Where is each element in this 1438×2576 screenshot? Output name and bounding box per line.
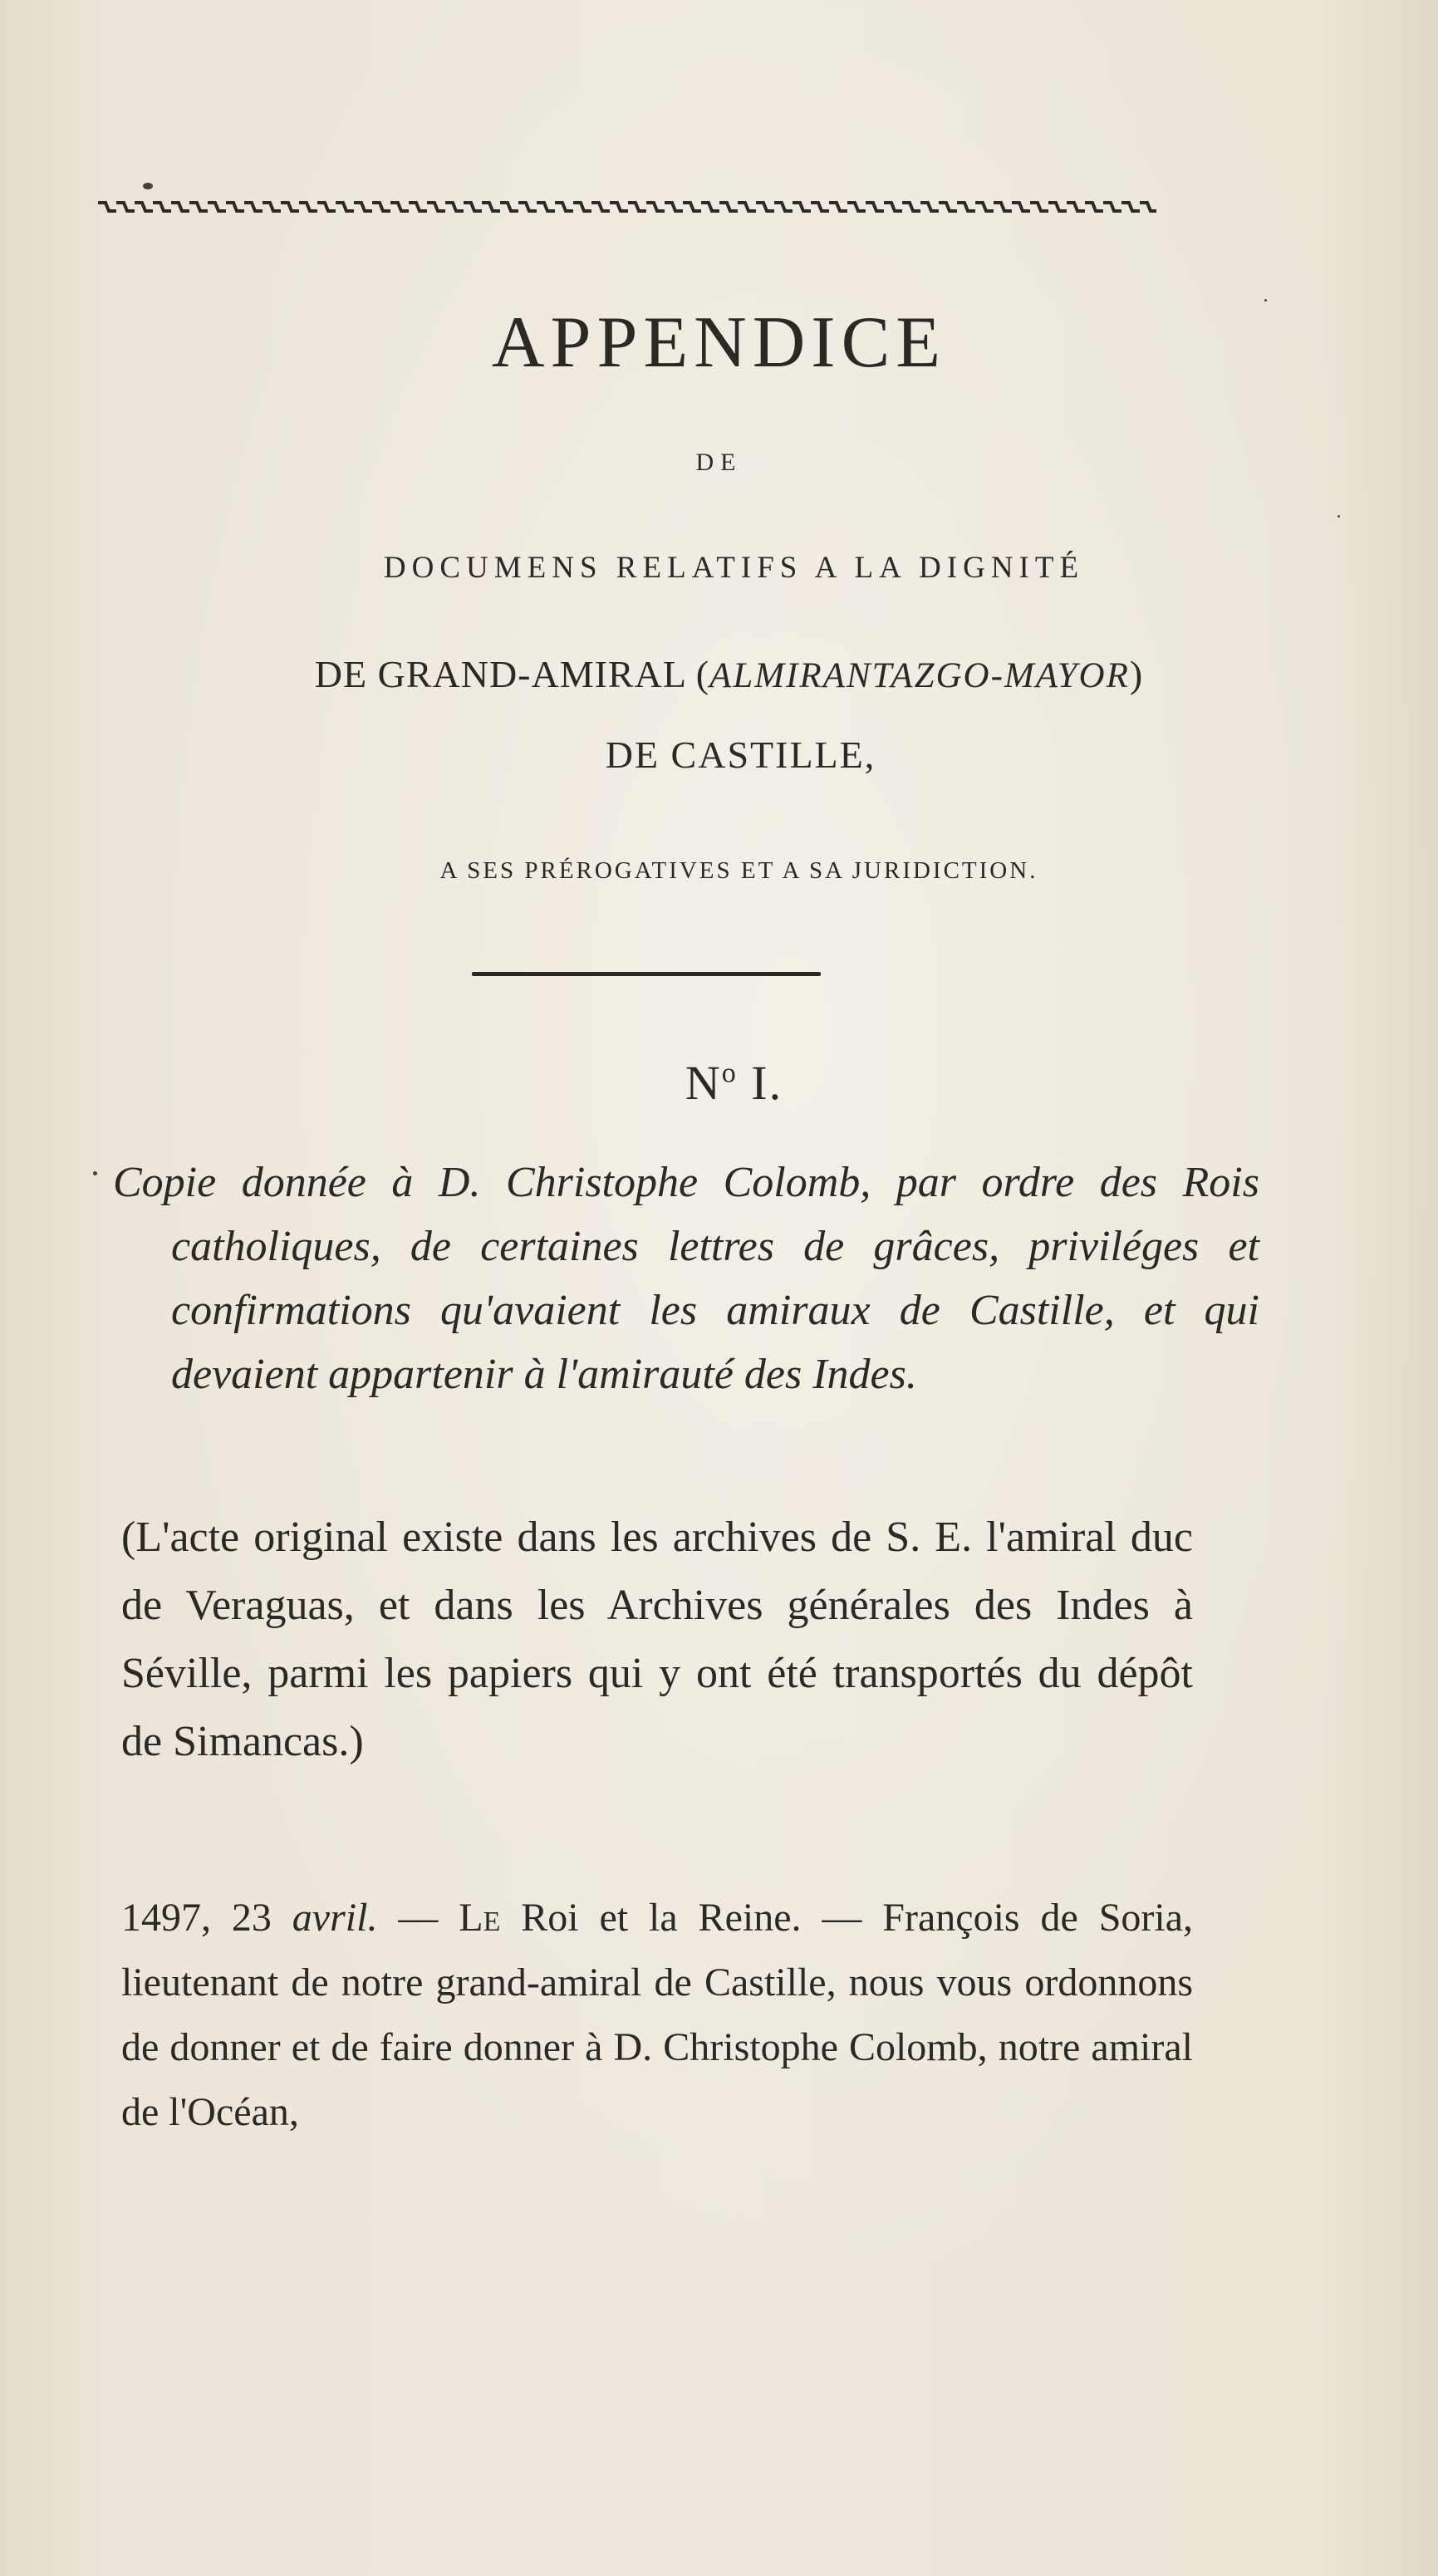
title-connector: DE	[695, 449, 743, 476]
section-divider	[472, 972, 821, 976]
entry-text: Roi et la Reine. — François de Soria, lieutenant de notre grand-amiral de Castille, nous vous ordonnons de donner et de faire donner à D. Christophe Colomb, notre amiral de l'Océan,	[121, 1896, 1194, 2134]
page-title: APPENDICE	[491, 302, 947, 383]
entry-le: Le	[459, 1896, 501, 1940]
subtitle-line-2-start: DE GRAND-AMIRAL (	[314, 653, 710, 695]
header-ornament-rule	[98, 196, 1156, 218]
subtitle-line-3: DE CASTILLE,	[605, 734, 876, 776]
number-prefix: N	[685, 1056, 722, 1110]
subtitle-line-2-end: )	[1129, 653, 1144, 695]
ink-speck	[93, 1171, 97, 1175]
document-heading: Copie donnée à D. Christophe Colomb, par ordre des Rois catholiques, de certaines lettres de grâces, priviléges et confirmations qu'avaient les amiraux de Castille, et qui devaient appartenir à l'amirauté des Indes.	[113, 1159, 1259, 1398]
subtitle-line-4: A SES PRÉROGATIVES ET A SA JURIDICTION.	[439, 857, 1038, 884]
archival-note: (L'acte original existe dans les archives de S. E. l'amiral duc de Veraguas, et dans les Archives générales des Indes à Séville, parmi les papiers qui y ont été transportés du dépôt de Simancas.)	[121, 1514, 1193, 1765]
document-number	[15, 1055, 1438, 1111]
number-value: I.	[737, 1056, 783, 1110]
number-superscript: o	[721, 1057, 738, 1089]
ink-speck	[143, 183, 153, 189]
subtitle-line-2	[10, 652, 1438, 696]
entry-date-italic: avril.	[292, 1896, 378, 1940]
ink-speck	[1337, 515, 1340, 518]
subtitle-line-2-italic: ALMIRANTAZGO-MAYOR	[709, 656, 1130, 695]
entry-dash: —	[377, 1896, 459, 1940]
subtitle-line-1: DOCUMENS RELATIFS A LA DIGNITÉ	[383, 551, 1085, 585]
entry-date: 1497, 23	[121, 1896, 292, 1940]
entry-paragraph	[121, 1886, 1193, 2145]
